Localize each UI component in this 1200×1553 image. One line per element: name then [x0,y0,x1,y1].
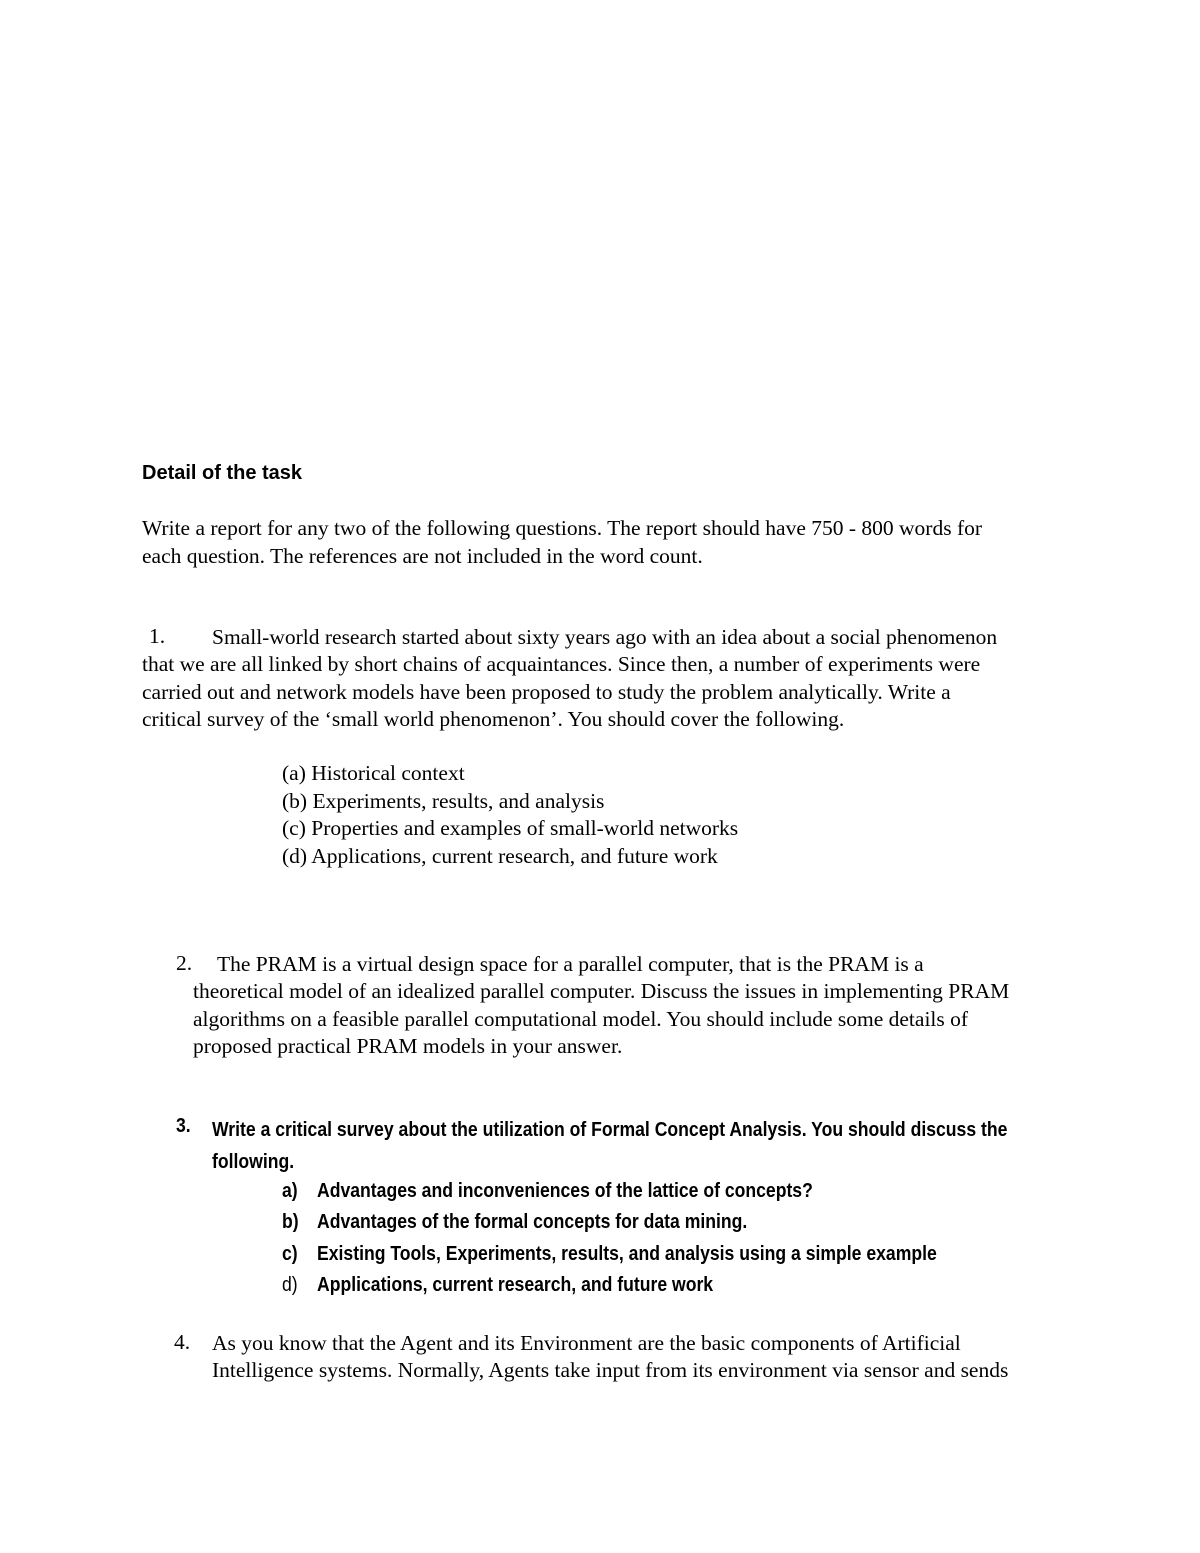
question-4-line: Intelligence systems. Normally, Agents take input from its environment via sensor and sends [212,1358,1009,1382]
intro-line: each question. The references are not included in the word count. [142,543,703,568]
question-1-line: carried out and network models have been proposed to study the problem analytically. Write a [142,679,951,704]
intro-paragraph [142,515,982,570]
question-3-subitem-label: b) [282,1211,299,1233]
question-3-subitem-label: d) [282,1274,298,1296]
question-1-number: 1. [149,624,166,648]
question-1-subitem: (a) Historical context [282,761,465,785]
question-3-subitem-text: Applications, current research, and future work [317,1274,714,1296]
question-2-line: theoretical model of an idealized parallel computer. Discuss the issues in implementing PRAM [193,979,1010,1003]
question-1-line: that we are all linked by short chains of acquaintances. Since then, a number of experiments were [142,652,981,676]
question-1-subitem: (c) Properties and examples of small-world networks [282,816,739,840]
question-3-subitem-text: Advantages and inconveniences of the lattice of concepts? [317,1180,813,1202]
question-2-line: proposed practical PRAM models in your answer. [193,1034,623,1058]
question-3-line: following. [212,1150,295,1173]
question-1-subitems [282,760,738,870]
question-4-number: 4. [174,1330,191,1354]
question-3-subitem-text: Existing Tools, Experiments, results, and analysis using a simple example [317,1243,937,1265]
document-heading: Detail of the task [142,462,303,484]
question-1-subitem: (b) Experiments, results, and analysis [282,788,605,813]
question-3-subitem-text: Advantages of the formal concepts for data mining. [317,1211,748,1233]
question-1-line: critical survey of the ‘small world phenomenon’. You should cover the following. [142,707,845,731]
question-2-line: algorithms on a feasible parallel computational model. You should include some details of [193,1006,969,1031]
question-1-subitem: (d) Applications, current research, and future work [282,843,718,868]
question-3-number: 3. [176,1115,191,1137]
question-3-text [212,1115,1007,1178]
question-1-text [142,651,980,734]
question-2-line: The PRAM is a virtual design space for a parallel computer, that is the PRAM is a [217,952,924,976]
question-3-subitem-label: c) [282,1243,298,1265]
question-2-number: 2. [176,951,193,975]
question-2-text [193,978,1009,1061]
question-4-line: As you know that the Agent and its Environment are the basic components of Artificial [212,1331,961,1355]
intro-line: Write a report for any two of the following questions. The report should have 750 - 800 words for [142,516,983,540]
question-1-line: Small-world research started about sixty years ago with an idea about a social phenomenon [212,625,998,649]
question-3-subitem-label: a) [282,1180,298,1202]
question-3-line: Write a critical survey about the utilization of Formal Concept Analysis. You should discuss the [212,1119,1008,1141]
